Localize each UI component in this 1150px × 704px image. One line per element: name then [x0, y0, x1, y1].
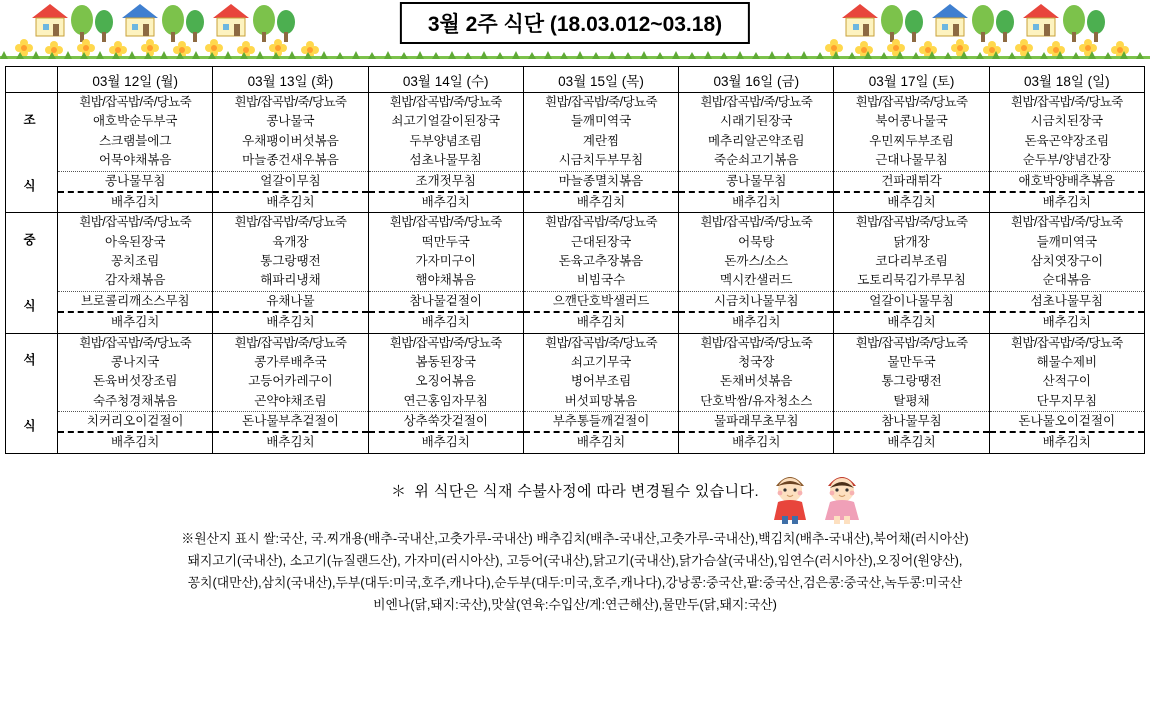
dish-item: 흰밥/잡곡밥/죽/당뇨죽 — [545, 95, 657, 109]
grass-divider — [0, 50, 1150, 60]
origin-line-2: 돼지고기(국내산), 소고기(뉴질랜드산), 가자미(러시아산), 고등어(국내산),닭고기(국내산),닭가슴살(국내산),임연수(러시아산),오징어(원양산), — [187, 552, 963, 568]
dish-item: 콩가루배추국 — [254, 354, 327, 369]
dish-item: 흰밥/잡곡밥/죽/당뇨죽 — [700, 335, 813, 350]
menu-cell-dinner-sat — [834, 333, 989, 453]
dish-item: 돈육고추장볶음 — [558, 254, 644, 268]
dish-item-kimchi: 배추김치 — [834, 311, 988, 332]
corner-cell — [6, 67, 58, 93]
dish-item: 돈육곤약장조림 — [1024, 133, 1110, 148]
dish-item: 시래기된장국 — [720, 114, 793, 129]
dish-item: 콩나물국 — [266, 114, 315, 129]
dish-item-kimchi: 배추김치 — [524, 191, 678, 212]
dish-item-kimchi: 배추김치 — [58, 191, 212, 212]
dish-item: 콩나지국 — [111, 354, 160, 369]
decorative-header-band — [0, 0, 1150, 64]
dish-item: 청국장 — [738, 354, 775, 369]
dish-item: 곤약야채조림 — [254, 393, 327, 408]
dish-item: 흰밥/잡곡밥/죽/당뇨죽 — [545, 335, 657, 350]
menu-cell-lunch-tue — [213, 213, 368, 333]
menu-cell-breakfast-sun — [989, 93, 1144, 213]
dish-item: 상추쑥갓겉절이 — [369, 411, 523, 431]
page-title: 3월 2주 식단 (18.03.012~03.18) — [400, 2, 750, 44]
dish-item: 통그랑땡전 — [260, 254, 321, 268]
dish-item: 멕시칸샐러드 — [720, 273, 793, 288]
dish-item-kimchi: 배추김치 — [834, 431, 988, 452]
dish-item: 산적구이 — [1042, 374, 1091, 389]
dish-item-kimchi: 배추김치 — [213, 191, 367, 212]
day-header-sat: 03월 17일 (토) — [834, 67, 989, 93]
meal-label-dinner-char1: 석 — [23, 353, 40, 368]
dish-item: 꽁치조림 — [111, 254, 160, 268]
dish-item: 닭개장 — [893, 234, 930, 249]
menu-cell-breakfast-fri — [679, 93, 834, 213]
meal-label-lunch-char2: 식 — [23, 298, 40, 313]
dish-item: 돈까스/소스 — [724, 254, 789, 268]
origin-info — [0, 528, 1150, 616]
menu-cell-breakfast-wed — [368, 93, 523, 213]
dish-item: 들깨미역국 — [1036, 234, 1098, 249]
dish-item: 우채팽이버섯볶음 — [242, 133, 339, 148]
dish-item-kimchi: 배추김치 — [369, 431, 523, 452]
dish-item: 근대나물무침 — [875, 153, 948, 168]
menu-cell-dinner-fri — [679, 333, 834, 453]
dish-item-kimchi: 배추김치 — [990, 431, 1144, 452]
dish-item: 연근홍임자무침 — [403, 393, 488, 408]
dish-item: 흰밥/잡곡밥/죽/당뇨죽 — [79, 95, 192, 109]
dish-item: 순두부/양념간장 — [1022, 153, 1111, 168]
dish-item: 흰밥/잡곡밥/죽/당뇨죽 — [545, 215, 657, 230]
menu-change-note-text: 위 식단은 식재 수불사정에 따라 변경될수 있습니다. — [414, 482, 760, 500]
menu-cell-breakfast-tue — [213, 93, 368, 213]
dish-item: 오징어볶음 — [415, 374, 476, 389]
menu-cell-dinner-tue — [213, 333, 368, 453]
table-header-row — [6, 67, 1145, 93]
menu-cell-dinner-sun — [989, 333, 1144, 453]
menu-cell-dinner-thu — [523, 333, 678, 453]
dish-item: 코다리부조림 — [875, 254, 948, 268]
dish-item: 아욱된장국 — [105, 234, 166, 249]
dish-item: 도토리묵김가루무침 — [857, 273, 966, 288]
dish-item: 시금치된장국 — [1030, 114, 1104, 129]
table-row-dinner — [6, 333, 1145, 453]
dish-item: 브로콜리깨소스무침 — [58, 291, 212, 311]
asterisk-icon: ＊ — [390, 482, 407, 500]
dish-item: 근대된장국 — [570, 234, 632, 249]
dish-item: 흰밥/잡곡밥/죽/당뇨죽 — [1010, 335, 1123, 350]
menu-cell-lunch-sun — [989, 213, 1144, 333]
menu-cell-lunch-thu — [523, 213, 678, 333]
origin-line-4: 비엔나(닭,돼지:국산),맛살(연육:수입산/게:연근해산),물만두(닭,돼지:국산) — [373, 596, 777, 612]
menu-cell-dinner-wed — [368, 333, 523, 453]
menu-cell-lunch-mon — [58, 213, 213, 333]
menu-cell-breakfast-thu — [523, 93, 678, 213]
dish-item-kimchi: 배추김치 — [213, 311, 367, 332]
dish-item: 조개젓무침 — [369, 171, 523, 191]
dish-item: 흰밥/잡곡밥/죽/당뇨죽 — [389, 215, 502, 230]
dish-item: 감자채볶음 — [105, 273, 166, 288]
dish-item: 우민찌두부조림 — [869, 133, 954, 148]
dish-item: 떡만두국 — [421, 234, 470, 249]
dish-item: 콩나물무침 — [58, 171, 212, 191]
day-header-sun: 03월 18일 (일) — [989, 67, 1144, 93]
dish-item: 비빔국수 — [576, 273, 626, 288]
dish-item: 스크램블에그 — [98, 133, 172, 148]
dish-item: 흰밥/잡곡밥/죽/당뇨죽 — [79, 335, 192, 350]
menu-change-note — [0, 468, 1150, 501]
dish-item: 들깨미역국 — [570, 114, 632, 129]
dish-item-kimchi: 배추김치 — [58, 431, 212, 452]
dish-item: 두부양념조림 — [409, 133, 482, 148]
meal-label-dinner-char2: 식 — [23, 419, 40, 434]
dish-item: 흰밥/잡곡밥/죽/당뇨죽 — [855, 95, 968, 109]
day-header-wed: 03월 14일 (수) — [368, 67, 523, 93]
day-header-fri: 03월 16일 (금) — [679, 67, 834, 93]
dish-item: 어묵탕 — [738, 234, 775, 249]
dish-item: 계란찜 — [582, 133, 620, 148]
dish-item: 숙주청경채볶음 — [92, 393, 178, 408]
dish-item-kimchi: 배추김치 — [524, 431, 678, 452]
dish-item-kimchi: 배추김치 — [213, 431, 367, 452]
dish-item: 흰밥/잡곡밥/죽/당뇨죽 — [1010, 95, 1123, 109]
dish-item: 흰밥/잡곡밥/죽/당뇨죽 — [389, 335, 502, 350]
dish-item-kimchi: 배추김치 — [990, 191, 1144, 212]
dish-item: 애호박순두부국 — [92, 114, 178, 129]
dish-item: 버섯피망볶음 — [564, 393, 638, 408]
dish-item: 흰밥/잡곡밥/죽/당뇨죽 — [700, 215, 813, 230]
table-row-breakfast — [6, 93, 1145, 213]
menu-cell-dinner-mon — [58, 333, 213, 453]
meal-label-dinner — [6, 333, 58, 453]
dish-item-kimchi: 배추김치 — [369, 191, 523, 212]
children-illustration — [758, 464, 888, 524]
dish-item: 돈나물부추겉절이 — [213, 411, 367, 431]
dish-item-kimchi: 배추김치 — [679, 191, 833, 212]
dish-item: 흰밥/잡곡밥/죽/당뇨죽 — [700, 95, 813, 109]
dish-item: 해물수제비 — [1036, 354, 1098, 369]
day-header-tue: 03월 13일 (화) — [213, 67, 368, 93]
dish-item: 돈나물오이겉절이 — [990, 411, 1144, 431]
dish-item-kimchi: 배추김치 — [679, 431, 833, 452]
dish-item: 얼갈이무침 — [213, 171, 367, 191]
dish-item: 참나물무침 — [834, 411, 988, 431]
dish-item: 물파래무초무침 — [679, 411, 833, 431]
dish-item: 병어부조림 — [570, 374, 632, 389]
dish-item: 쇠고기얼갈이된장국 — [391, 114, 501, 129]
dish-item-kimchi: 배추김치 — [834, 191, 988, 212]
dish-item-kimchi: 배추김치 — [679, 311, 833, 332]
menu-cell-breakfast-mon — [58, 93, 213, 213]
meal-label-lunch — [6, 213, 58, 333]
menu-cell-breakfast-sat — [834, 93, 989, 213]
dish-item: 가자미구이 — [415, 254, 476, 268]
dish-item: 치커리오이겉절이 — [58, 411, 212, 431]
dish-item: 고등어카레구이 — [248, 374, 333, 389]
dish-item: 콩나물무침 — [679, 171, 833, 191]
dish-item: 쇠고기무국 — [570, 354, 632, 369]
dish-item: 단무지무침 — [1036, 393, 1098, 408]
dish-item: 흰밥/잡곡밥/죽/당뇨죽 — [234, 215, 347, 230]
dish-item: 탈평채 — [893, 393, 930, 408]
dish-item: 삼치엿장구이 — [1030, 254, 1104, 268]
dish-item-kimchi: 배추김치 — [369, 311, 523, 332]
dish-item: 햄야채볶음 — [415, 273, 476, 288]
menu-cell-lunch-sat — [834, 213, 989, 333]
dish-item: 애호박양배추볶음 — [990, 171, 1144, 191]
dish-item: 돈육버섯장조림 — [92, 374, 178, 389]
dish-item-kimchi: 배추김치 — [524, 311, 678, 332]
dish-item: 마늘종멸치볶음 — [524, 171, 678, 191]
day-header-mon: 03월 12일 (월) — [58, 67, 213, 93]
dish-item: 물만두국 — [887, 354, 936, 369]
dish-item: 참나물겉절이 — [369, 291, 523, 311]
dish-item: 메추리알곤약조림 — [707, 133, 805, 148]
dish-item: 흰밥/잡곡밥/죽/당뇨죽 — [1010, 215, 1123, 230]
dish-item: 얼갈이나물무침 — [834, 291, 988, 311]
dish-item: 통그랑땡전 — [881, 374, 942, 389]
meal-label-breakfast-char1: 조 — [23, 112, 40, 127]
dish-item: 흰밥/잡곡밥/죽/당뇨죽 — [234, 335, 347, 350]
dish-item: 돈채버섯볶음 — [720, 374, 793, 389]
dish-item: 흰밥/잡곡밥/죽/당뇨죽 — [855, 335, 968, 350]
dish-item: 섬초나물무침 — [409, 153, 482, 168]
dish-item: 죽순쇠고기볶음 — [714, 153, 799, 168]
dish-item: 시금치두부무침 — [558, 153, 644, 168]
weekly-menu-table — [5, 66, 1145, 454]
dish-item: 으깬단호박샐러드 — [524, 291, 678, 311]
dish-item: 흰밥/잡곡밥/죽/당뇨죽 — [234, 95, 347, 109]
menu-cell-lunch-wed — [368, 213, 523, 333]
origin-line-3: 꽁치(대만산),삼치(국내산),두부(대두:미국,호주,캐나다),순두부(대두:미국,호주,캐나다),강낭콩:중국산,팥:중국산,검은콩:중국산,녹두콩:미국산 — [187, 574, 963, 590]
dish-item: 건파래튀각 — [834, 171, 988, 191]
menu-cell-lunch-fri — [679, 213, 834, 333]
dish-item: 순대볶음 — [1042, 273, 1091, 288]
dish-item: 단호박쌈/유자청소스 — [700, 393, 813, 408]
dish-item: 봄동된장국 — [415, 354, 476, 369]
dish-item: 북어콩나물국 — [875, 114, 948, 129]
dish-item: 유채나물 — [213, 291, 367, 311]
note-row — [0, 468, 1150, 526]
dish-item: 섬초나물무침 — [990, 291, 1144, 311]
origin-line-1: ※원산지 표시 쌀:국산, 국.찌개용(배추-국내산,고춧가루-국내산) 배추김치(배추-국내산,고춧가루-국내산),백김치(배추-국내산),북어채(러시아산) — [181, 530, 969, 546]
dish-item: 부추통들깨겉절이 — [524, 411, 678, 431]
meal-label-breakfast — [6, 93, 58, 213]
dish-item: 어묵야채볶음 — [98, 153, 172, 168]
dish-item: 흰밥/잡곡밥/죽/당뇨죽 — [389, 95, 502, 109]
dish-item: 육개장 — [272, 234, 309, 249]
day-header-thu: 03월 15일 (목) — [523, 67, 678, 93]
dish-item: 흰밥/잡곡밥/죽/당뇨죽 — [855, 215, 968, 230]
table-row-lunch — [6, 213, 1145, 333]
dish-item: 시금치나물무침 — [679, 291, 833, 311]
meal-label-lunch-char1: 중 — [23, 232, 40, 247]
dish-item-kimchi: 배추김치 — [990, 311, 1144, 332]
meal-label-breakfast-char2: 식 — [23, 178, 40, 193]
dish-item: 흰밥/잡곡밥/죽/당뇨죽 — [79, 215, 192, 230]
dish-item-kimchi: 배추김치 — [58, 311, 212, 332]
dish-item: 마늘종건새우볶음 — [242, 153, 339, 168]
dish-item: 해파리냉채 — [260, 273, 321, 288]
